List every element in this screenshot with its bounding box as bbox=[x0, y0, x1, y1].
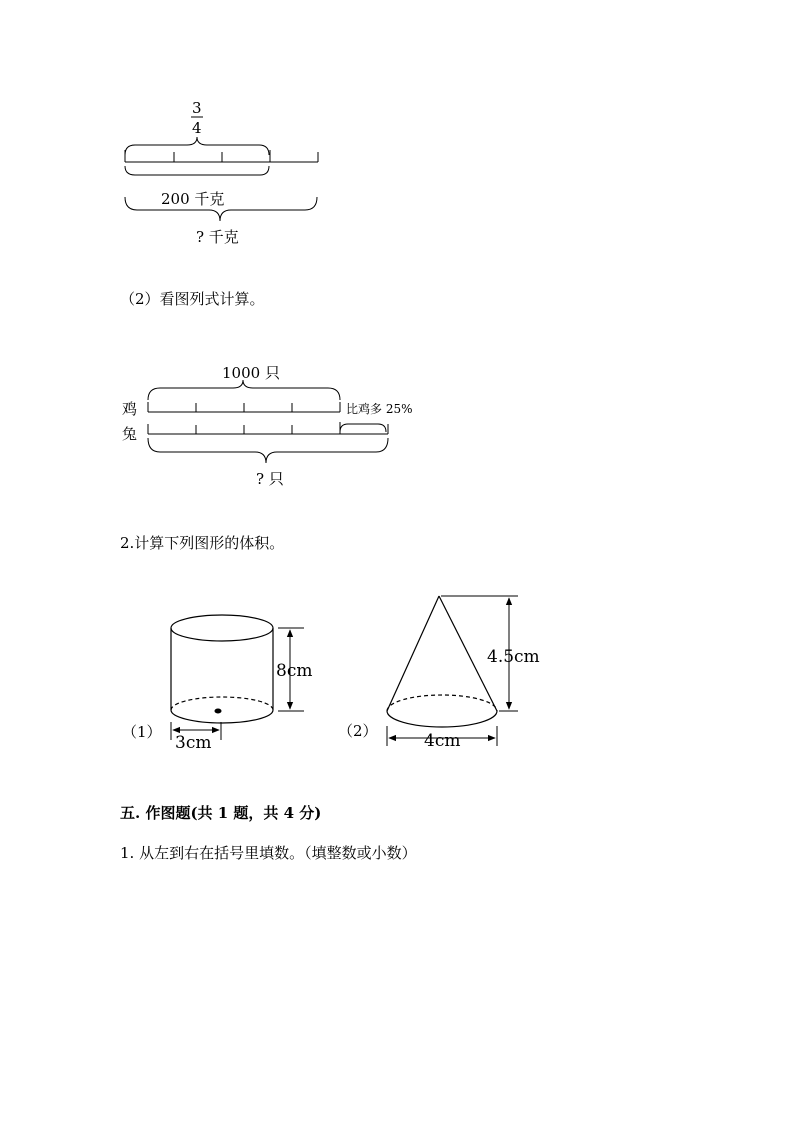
top-label-2: 1000 只 bbox=[222, 364, 280, 382]
question-2-prompt: （2）看图列式计算。 bbox=[120, 290, 265, 308]
cylinder-radius-label: 3cm bbox=[175, 733, 212, 753]
cone-height-label: 4.5cm bbox=[487, 647, 540, 667]
row-label-chicken: 鸡 bbox=[122, 400, 138, 418]
extra-label: 比鸡多 25% bbox=[346, 402, 413, 416]
cone bbox=[387, 596, 518, 746]
section-2-prompt: 2.计算下列图形的体积。 bbox=[120, 534, 285, 552]
section-5-heading: 五. 作图题(共 1 题，共 4 分) bbox=[120, 804, 322, 822]
cone-diameter-label: 4cm bbox=[424, 731, 461, 751]
total-label: ? 千克 bbox=[196, 228, 239, 246]
section-5-prompt: 1. 从左到右在括号里填数。（填整数或小数） bbox=[120, 844, 417, 862]
cone-index: （2） bbox=[338, 722, 378, 740]
row-label-rabbit: 兔 bbox=[122, 425, 138, 443]
cylinder-height-label: 8cm bbox=[276, 661, 313, 681]
inner-label: 200 千克 bbox=[161, 190, 225, 208]
fraction-numerator: 3 bbox=[192, 99, 202, 117]
fraction-denominator: 4 bbox=[192, 119, 202, 137]
total-label-2: ? 只 bbox=[256, 470, 284, 488]
cylinder-index: （1） bbox=[122, 723, 162, 741]
